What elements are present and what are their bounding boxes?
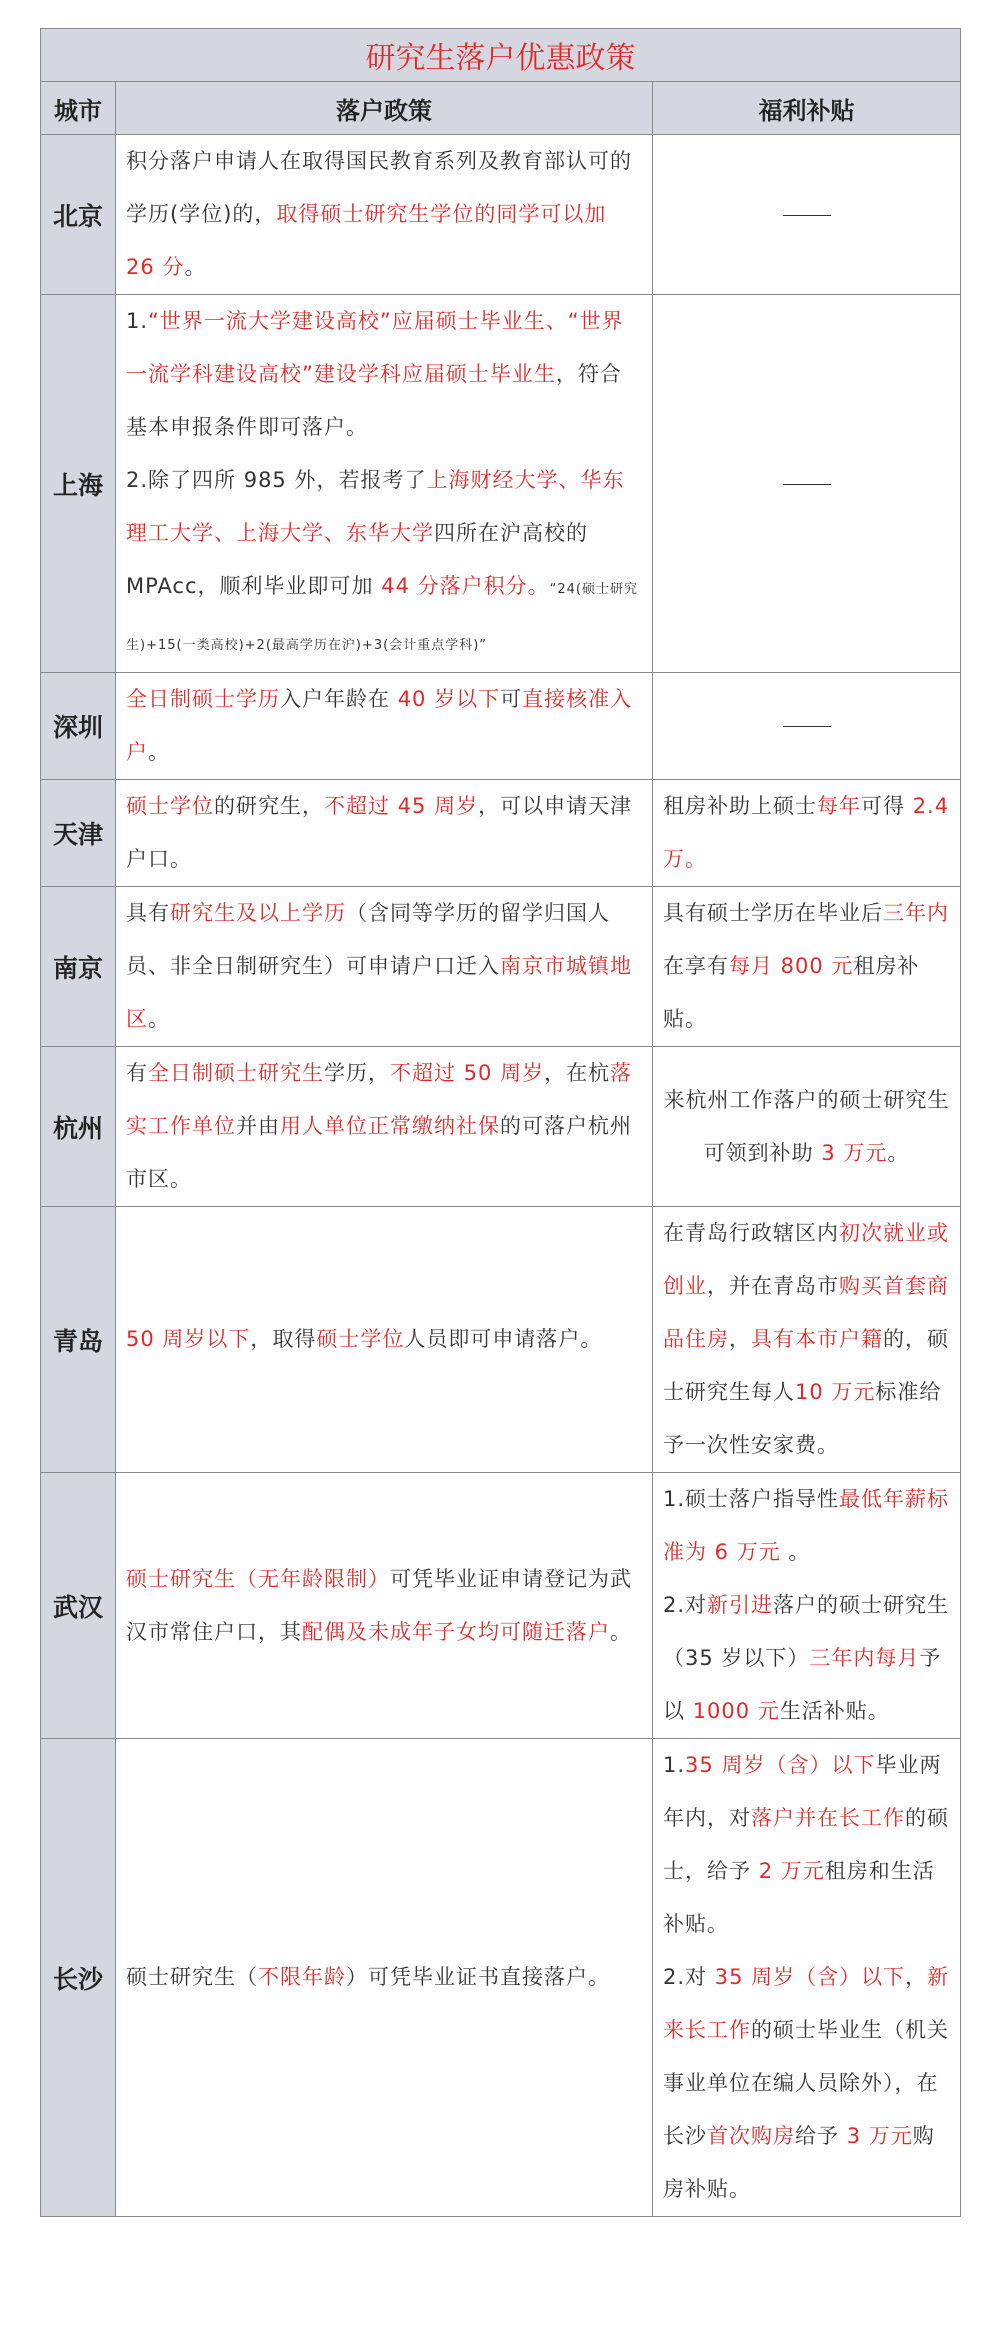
body-text: 人员即可申请落户。 (404, 1327, 603, 1351)
highlight-text: 44 分落户积分。 (381, 574, 550, 598)
body-text: 1. (126, 309, 149, 333)
subsidy-cell (653, 887, 961, 1047)
subsidy-paragraph (663, 780, 950, 886)
body-text: 生活补贴。 (779, 1699, 890, 1723)
city-cell: 北京 (41, 135, 116, 295)
city-cell: 青岛 (41, 1207, 116, 1473)
subsidy-paragraph (663, 1739, 950, 1951)
body-text: 的研究生， (214, 794, 324, 818)
subsidy-cell (653, 1047, 961, 1207)
body-text: 落户的硕士研究生（35 岁以下） (663, 1593, 950, 1670)
policy-cell (116, 1207, 653, 1473)
highlight-text: 具有本市户籍 (751, 1327, 883, 1351)
highlight-text: 3 万元 (821, 1140, 888, 1165)
highlight-text: 三年内 (883, 901, 949, 925)
body-text: 具有硕士学历在毕业后 (663, 901, 883, 925)
body-text: 予以 (663, 1646, 942, 1723)
body-text: 租房补助上硕士 (663, 794, 817, 818)
policy-cell (116, 1739, 653, 2217)
policy-cell (116, 135, 653, 295)
table-title: 研究生落户优惠政策 (41, 29, 961, 82)
body-text: 购房补贴。 (663, 2124, 935, 2201)
empty-dash (783, 215, 831, 216)
city-cell: 杭州 (41, 1047, 116, 1207)
highlight-text: 硕士学位 (126, 794, 214, 818)
body-text: 可得 (861, 794, 913, 818)
highlight-text: 50 周岁以下 (126, 1327, 251, 1351)
body-text: 并由 (236, 1114, 280, 1138)
body-text: （含同等学历的留学归国人员、非全日制研究生）可申请户口迁入 (126, 901, 610, 978)
policy-paragraph (126, 1951, 642, 2004)
city-cell: 武汉 (41, 1473, 116, 1739)
highlight-text: 10 万元 (795, 1380, 876, 1404)
highlight-text: 不超过 50 周岁 (390, 1061, 545, 1085)
highlight-text: 硕士学位 (316, 1327, 405, 1351)
highlight-text: 硕士研究生（无年龄限制） (126, 1566, 390, 1591)
body-text: ，符合基本申报条件即可落户。 (126, 362, 622, 439)
highlight-text: 最低年薪标准为 6 万元 (663, 1487, 950, 1564)
body-text: 2.对 (663, 1965, 715, 1989)
table-row (41, 780, 961, 887)
highlight-text: 三年内每月 (809, 1646, 920, 1670)
body-text: 1.硕士落户指导性 (663, 1487, 840, 1511)
body-text: 四所在沪高校的 MPAcc，顺利毕业即可加 (126, 521, 588, 598)
subsidy-cell (653, 1739, 961, 2217)
policy-paragraph (126, 135, 642, 294)
subsidy-paragraph (663, 1473, 950, 1579)
empty-dash (783, 726, 831, 727)
policy-paragraph (126, 1553, 642, 1659)
highlight-text: 35 周岁（含）以下 (685, 1753, 876, 1777)
highlight-text: 1000 元 (692, 1699, 780, 1723)
body-text: 租房补贴。 (663, 954, 920, 1031)
highlight-text: 每年 (817, 794, 861, 818)
header-city: 城市 (41, 82, 116, 135)
body-text: 积分落户申请人在取得国民教育系列及教育部认可的学历(学位)的， (126, 149, 632, 226)
table (40, 28, 961, 2217)
body-text: “24(硕士研究生)+15(一类高校)+2(最高学历在沪)+3(会计重点学科)” (126, 582, 638, 653)
body-text: 。 (780, 1540, 811, 1564)
policy-cell (116, 295, 653, 673)
policy-table (40, 28, 960, 2217)
table-row (41, 1047, 961, 1207)
body-text: 。 (887, 1140, 910, 1165)
highlight-text: 不限年龄 (258, 1965, 346, 1989)
city-cell: 天津 (41, 780, 116, 887)
table-row (41, 673, 961, 780)
body-text: ， (905, 1965, 928, 1989)
policy-paragraph (126, 673, 642, 779)
body-text: 1. (663, 1753, 686, 1777)
highlight-text: 不超过 45 周岁 (324, 794, 479, 818)
policy-paragraph (126, 295, 642, 454)
table-row (41, 1739, 961, 2217)
highlight-text: 初次就业或创业 (663, 1221, 949, 1298)
subsidy-paragraph (663, 1207, 950, 1472)
policy-cell (116, 780, 653, 887)
table-row (41, 1473, 961, 1739)
body-text: ，取得 (250, 1327, 317, 1351)
body-text: ， (729, 1327, 751, 1351)
body-text: ）可凭毕业证书直接落户。 (346, 1965, 610, 1989)
subsidy-paragraph (663, 1951, 950, 2216)
policy-cell (116, 887, 653, 1047)
body-text: 来杭州工作落户的硕士研究生可领到补助 (663, 1087, 950, 1165)
highlight-text: 直接核准入户 (126, 687, 633, 764)
body-text: 。 (148, 740, 170, 764)
body-text: 在享有 (663, 954, 729, 978)
table-row (41, 295, 961, 673)
subsidy-paragraph (663, 887, 950, 1046)
policy-paragraph (126, 887, 642, 1046)
subsidy-cell (653, 295, 961, 673)
highlight-text: 落户并在长工作 (751, 1806, 905, 1830)
highlight-text: 每月 800 元 (729, 954, 854, 978)
body-text: 的硕士毕业生（机关事业单位在编人员除外），在长沙 (663, 2018, 949, 2148)
body-text: 。 (610, 1619, 632, 1644)
body-text: 在青岛行政辖区内 (663, 1221, 839, 1245)
highlight-text: 购买首套商品住房 (663, 1274, 949, 1351)
highlight-text: 全日制硕士学历 (126, 687, 280, 711)
policy-paragraph (126, 1047, 642, 1206)
highlight-text: 上海财经大学、华东理工大学、上海大学、东华大学 (126, 468, 625, 545)
body-text: 给予 (795, 2124, 847, 2148)
policy-paragraph (126, 780, 642, 886)
header-policy: 落户政策 (116, 82, 653, 135)
policy-paragraph (126, 454, 642, 672)
city-cell: 上海 (41, 295, 116, 673)
body-text: 的，硕士研究生每人 (663, 1327, 949, 1404)
city-cell: 长沙 (41, 1739, 116, 2217)
highlight-text: 2.4 万。 (663, 794, 950, 871)
highlight-text: 取得硕士研究生学位的同学可以加 26 分 (126, 202, 607, 279)
body-text: 可 (500, 687, 523, 711)
body-text: 的可落户杭州市区。 (126, 1114, 632, 1191)
body-text: 可凭毕业证申请登记为武汉市常住户口，其 (126, 1566, 632, 1644)
body-text: 。 (184, 255, 207, 279)
highlight-text: 3 万元 (846, 2124, 913, 2148)
table-body (41, 135, 961, 2217)
body-text: 毕业两年内，对 (663, 1753, 942, 1830)
subsidy-cell (653, 1473, 961, 1739)
body-text: ，在杭 (544, 1061, 611, 1085)
highlight-text: 35 周岁（含）以下 (714, 1965, 906, 1989)
table-row (41, 1207, 961, 1473)
subsidy-cell (653, 780, 961, 887)
highlight-text: 40 岁以下 (397, 687, 501, 711)
policy-cell (116, 673, 653, 780)
highlight-text: 用人单位正常缴纳社保 (280, 1114, 500, 1138)
table-row (41, 135, 961, 295)
body-text: ，并在青岛市 (707, 1274, 839, 1298)
subsidy-cell (653, 673, 961, 780)
body-text: 的硕士，给予 (663, 1806, 949, 1883)
body-text: 入户年龄在 (280, 687, 398, 711)
highlight-text: 新引进 (707, 1593, 774, 1617)
policy-cell (116, 1047, 653, 1207)
header-subsidy: 福利补贴 (653, 82, 961, 135)
body-text: 标准给予一次性安家费。 (663, 1380, 942, 1457)
highlight-text: 配偶及未成年子女均可随迁落户 (302, 1619, 610, 1644)
body-text: 有 (126, 1061, 148, 1085)
highlight-text: “世界一流大学建设高校”应届硕士毕业生、“世界一流学科建设高校”建设学科应届硕士毕业生 (126, 309, 624, 386)
body-text: 2.除了四所 985 外，若报考了 (126, 468, 427, 492)
body-text: 2.对 (663, 1593, 708, 1617)
highlight-text: 落实工作单位 (126, 1061, 633, 1138)
empty-dash (783, 484, 831, 485)
body-text: 具有 (126, 901, 170, 925)
body-text: 租房和生活补贴。 (663, 1859, 935, 1936)
city-cell: 南京 (41, 887, 116, 1047)
body-text: 学历， (324, 1061, 390, 1085)
highlight-text: 新来长工作 (663, 1965, 950, 2042)
policy-cell (116, 1473, 653, 1739)
table-row (41, 887, 961, 1047)
highlight-text: 全日制硕士研究生 (148, 1061, 324, 1085)
policy-paragraph (126, 1313, 642, 1366)
highlight-text: 2 万元 (758, 1859, 825, 1883)
body-text: ，可以申请天津户口。 (126, 794, 633, 871)
subsidy-paragraph (663, 1579, 950, 1738)
highlight-text: 研究生及以上学历 (170, 901, 346, 925)
city-cell: 深圳 (41, 673, 116, 780)
subsidy-cell (653, 1207, 961, 1473)
highlight-text: 首次购房 (707, 2124, 795, 2148)
body-text: 硕士研究生（ (126, 1965, 258, 1989)
subsidy-paragraph (663, 1074, 950, 1180)
body-text: 。 (148, 1007, 170, 1031)
subsidy-cell (653, 135, 961, 295)
highlight-text: 南京市城镇地区 (126, 954, 632, 1031)
